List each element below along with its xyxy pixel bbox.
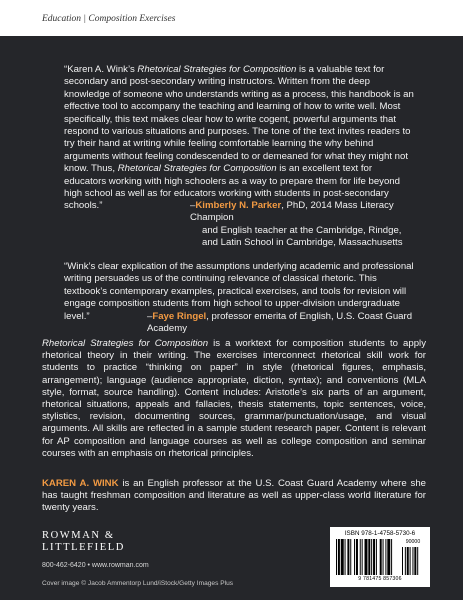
book-description bbox=[42, 338, 426, 460]
publisher-logo-line-2: LITTLEFIELD bbox=[42, 542, 125, 553]
endorser-title: , professor emerita of English, U.S. Coast Guard Academy bbox=[147, 311, 413, 335]
endorsement-attribution-2 bbox=[147, 311, 437, 336]
barcode-addon-digits: 90000 bbox=[405, 539, 421, 545]
publisher-logo-line-1: ROWMAN & bbox=[42, 530, 115, 541]
bio-text: is an English professor at the U.S. Coast Guard Academy where she has taught freshman composition and literature as well as upper-class world literature for twenty years. bbox=[42, 478, 426, 514]
book-title: Rhetorical Strategies for Composition bbox=[117, 163, 277, 175]
endorsement-quote-2: “Wink’s clear explication of the assumptions underlying academic and professional writing persuades us of the continuing relevance of classical rhetoric. This textbook’s contemporary examples, practical exercises, and tools for revision will engage composition students from high school to upper-division undergraduate level.” bbox=[64, 261, 414, 322]
isbn-text: ISBN 978-1-4758-5730-6 bbox=[344, 530, 416, 537]
description-text: is a worktext for composition students to apply rhetorical theory in their writing. The exercises interconnect rhetorical skill work for students to practice “thinking on paper” in style (rhetorical figures, emphasis, arrangement); language (audience appropriate, diction, syntax); and conventions (MLA style, format, source handling). Content includes: Aristotle’s six parts of an argument, rhetorical situations, appeals and fallacies, thesis statements, topic sentences, voice, stylistics, revision, documenting sources, grammar/punctuation/usage, and visual arguments. All skills are reflected in a sample student research paper. Content is relevant for AP composition and language courses as well as college composition and seminar courses with an emphasis on rhetorical principles. bbox=[42, 338, 426, 459]
endorsement-attribution-1 bbox=[190, 200, 430, 250]
endorser-name: Kimberly N. Parker bbox=[195, 200, 282, 211]
author-name: KAREN A. WINK bbox=[42, 478, 119, 489]
endorser-name: Faye Ringel bbox=[152, 311, 207, 322]
dash: – bbox=[190, 200, 196, 211]
quote-text-2: is an excellent text for educators working with high schoolers as a way to prepare them for life beyond high school as well as for educators working with students in post-secondary schools.” bbox=[64, 163, 400, 212]
quote-open: “Karen A. Wink’s bbox=[64, 64, 138, 75]
endorser-title-line-1: , PhD, 2014 Mass Literacy Champion bbox=[190, 200, 394, 224]
publisher-logo bbox=[42, 530, 125, 554]
dash: – bbox=[147, 311, 153, 322]
endorser-title-line-2: and English teacher at the Cambridge, Rindge, bbox=[202, 224, 402, 236]
endorsement-quote-1 bbox=[64, 64, 416, 213]
cover-image-credit: Cover image © Jacob Ammentorp Lund/iStock/Getty Images Plus bbox=[42, 580, 234, 587]
barcode-box bbox=[330, 527, 430, 587]
category-label: Education | Composition Exercises bbox=[42, 14, 176, 24]
author-bio bbox=[42, 478, 426, 515]
book-title: Rhetorical Strategies for Composition bbox=[42, 338, 209, 349]
endorser-title-line-3: and Latin School in Cambridge, Massachusetts bbox=[202, 237, 403, 249]
barcode-digits: 9 781475 857306 bbox=[358, 576, 402, 582]
header-band bbox=[0, 0, 463, 36]
book-title: Rhetorical Strategies for Composition bbox=[137, 64, 297, 75]
quote-text-1: is a valuable text for secondary and post-secondary writing instructors. Written from the deep knowledge of someone who understands writing as a process, this handbook is an effective tool to accompany the teaching and learning of how to write well. Most specifically, this text makes clear how to write cogent, powerful arguments that respond to various situations and purposes. The tone of the text invites readers to try their hand at writing while feeling comfortable learning the why behind arguments without feeling condescended to or demeaned for what they might not know. Thus, bbox=[64, 64, 414, 175]
publisher-contact: 800-462-6420 • www.rowman.com bbox=[42, 562, 149, 569]
